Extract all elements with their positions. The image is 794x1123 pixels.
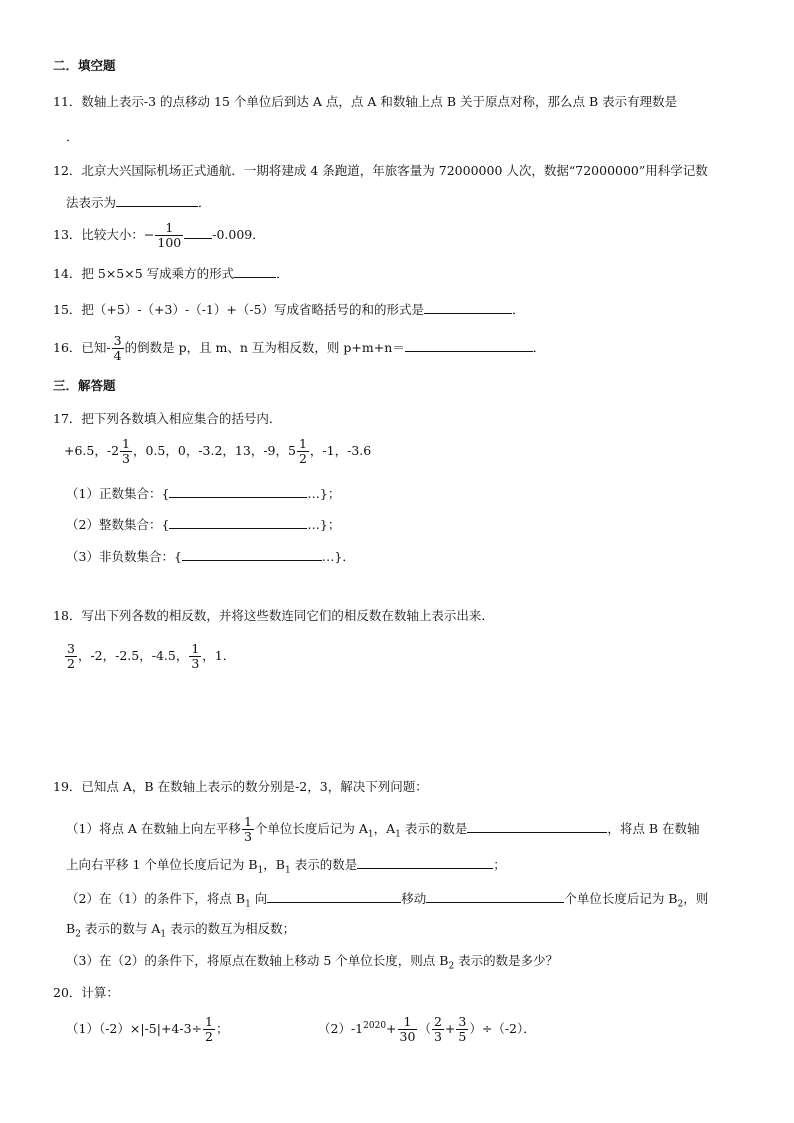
plus-sign: + [444, 1021, 456, 1036]
expr1-text: （1）（-2）×|-5|+4-3÷ [66, 1021, 203, 1036]
fraction-denominator: 100 [157, 235, 182, 250]
question-17-stem: 17．把下列各数填入相应集合的括号内． [53, 411, 282, 426]
question-19-part2-line1 [66, 889, 708, 913]
question-11-line1: 11．数轴上表示-3 的点移动 15 个单位后到达 A 点，点 A 和数轴上点 B 关于原点对称，那么点 B 表示有理数是 [53, 94, 678, 109]
fraction-denominator: 4 [113, 348, 122, 363]
question-19-part2-line2 [66, 921, 295, 943]
fraction-3-5 [456, 1015, 468, 1044]
question-19-part1-line2 [66, 855, 506, 879]
question-13-sign: − [143, 227, 155, 242]
set-nonnegative-blank[interactable] [182, 547, 322, 561]
answer-blank-units[interactable] [426, 889, 564, 903]
question-19-part1-line1 [66, 815, 700, 844]
section-title-answer: 三．解答题 [53, 378, 116, 393]
part3-end: 表示的数是多少？ [454, 953, 559, 968]
fraction-numerator: 1 [243, 814, 252, 829]
fraction-numerator: 1 [122, 436, 130, 451]
part2-text: 向 [250, 891, 268, 906]
part2-text: 移动 [401, 891, 427, 906]
subscript: 1 [367, 829, 374, 840]
set-nonnegative-label: （3）非负数集合：{ [66, 549, 182, 564]
subscript: 2 [75, 929, 81, 940]
set-positive-end: …}； [307, 486, 341, 501]
answer-blank-15[interactable] [424, 300, 512, 314]
fraction-numerator: 3 [458, 1014, 467, 1029]
numbers-part-c: ，-1，-3.6 [309, 443, 372, 458]
numbers-part-a: +6.5，-2 [64, 443, 120, 458]
answer-blank-13[interactable] [184, 225, 212, 239]
part2-text: （2）在（1）的条件下，将点 B [66, 891, 246, 906]
plus-sign: + [386, 1021, 397, 1036]
fraction-numerator: 2 [433, 1014, 442, 1029]
part2-line2-text: 表示的数与 A [80, 921, 161, 936]
fraction-numerator: 1 [298, 436, 307, 451]
fraction-numerator: 1 [205, 1014, 213, 1029]
part1-text: 个单位长度后记为 A [254, 821, 368, 836]
fraction-1-2 [297, 437, 309, 466]
set-integer-label: （2）整数集合：{ [66, 517, 170, 532]
fraction-denominator: 3 [243, 829, 252, 844]
answer-blank-b1[interactable] [357, 855, 493, 869]
answer-blank-12[interactable] [116, 193, 198, 207]
question-15 [53, 300, 525, 318]
question-13-suffix: -0.009． [212, 227, 265, 242]
question-12-suffix: ． [198, 195, 211, 210]
open-paren: （ [418, 1021, 431, 1036]
fraction-denominator: 3 [191, 656, 200, 671]
fraction-numerator: 1 [191, 641, 200, 656]
answer-blank-14[interactable] [234, 264, 276, 278]
fraction-1-2 [203, 1015, 215, 1044]
question-14-text: 14．把 5×5×5 写成乘方的形式 [53, 266, 235, 281]
fraction-3-4 [112, 334, 124, 363]
question-14-suffix: ． [276, 266, 289, 281]
question-18-stem: 18．写出下列各数的相反数，并将这些数连同它们的相反数在数轴上表示出来． [53, 608, 494, 623]
fraction-3-2 [65, 642, 77, 671]
subscript: 1 [284, 865, 291, 876]
fraction-denominator: 5 [458, 1029, 467, 1044]
numbers-end: ，1． [202, 648, 236, 663]
answer-blank-a1[interactable] [467, 819, 607, 833]
fraction-2-3 [432, 1015, 444, 1044]
part1-line2-text: 表示的数是 [290, 857, 358, 872]
question-16 [53, 334, 545, 363]
set-integer-blank[interactable] [169, 515, 307, 529]
subscript: 1 [395, 829, 401, 840]
question-11-line2: ． [66, 129, 79, 144]
fraction-1-3 [242, 815, 254, 844]
question-20-stem: 20．计算： [53, 985, 119, 1000]
subscript: 1 [160, 929, 167, 940]
fraction-denominator: 2 [298, 451, 307, 466]
set-positive [66, 484, 340, 502]
set-nonnegative [66, 547, 355, 565]
set-nonnegative-end: …}． [321, 549, 355, 564]
fraction-denominator: 2 [205, 1029, 213, 1044]
part2-text: 个单位长度后记为 B [564, 891, 678, 906]
fraction-denominator: 3 [122, 451, 130, 466]
question-12-line1: 12．北京大兴国际机场正式通航．一期将建成 4 条跑道，年旅客量为 72000000 人次，数据“72000000”用科学记数 [53, 163, 708, 178]
part1-line2-text: 上向右平移 1 个单位长度后记为 B [66, 857, 258, 872]
set-positive-label: （1）正数集合：{ [66, 486, 170, 501]
subscript: 1 [245, 899, 251, 910]
fraction-numerator: 1 [398, 1015, 418, 1030]
fraction-numerator: 3 [113, 333, 122, 348]
set-integer [66, 515, 340, 533]
question-17-numbers [64, 437, 371, 466]
question-16-middle: 的倒数是 p，且 m、n 互为相反数，则 p+m+n＝ [124, 340, 405, 355]
fraction-1-3 [120, 437, 132, 466]
question-13-prefix: 13．比较大小： [53, 227, 144, 242]
part3-text: （3）在（2）的条件下，将原点在数轴上移动 5 个单位长度，则点 B [66, 953, 449, 968]
part2-line2-end: 表示的数互为相反数； [166, 921, 296, 936]
question-15-text: 15．把（+5）-（+3）-（-1）+（-5）写成省略括号的和的形式是 [53, 302, 425, 317]
question-15-suffix: ． [512, 302, 525, 317]
fraction-numerator: 3 [67, 641, 75, 656]
question-18-numbers [64, 642, 235, 671]
subscript: 1 [257, 865, 264, 876]
part2-line2-text: B [66, 921, 76, 936]
question-20-expr2 [318, 1015, 536, 1044]
question-16-suffix: ． [532, 340, 546, 355]
fraction-denominator: 30 [399, 1029, 416, 1044]
answer-blank-direction[interactable] [267, 889, 401, 903]
question-12-line2 [66, 193, 211, 211]
fraction-numerator: 1 [155, 221, 183, 236]
part2-end: ，则 [683, 891, 709, 906]
question-16-prefix: 16．已知- [53, 340, 111, 355]
question-12-prefix: 法表示为 [66, 195, 117, 210]
fraction-denominator: 2 [67, 656, 75, 671]
subscript: 2 [448, 961, 455, 972]
expr2-text: （2）-1 [318, 1021, 364, 1036]
fraction-1-3 [189, 642, 201, 671]
part1-line2-end: ； [493, 857, 506, 872]
set-positive-blank[interactable] [169, 484, 307, 498]
part1-prefix: （1）将点 A 在数轴上向左平移 [66, 821, 241, 836]
question-20-expr1 [66, 1015, 229, 1044]
answer-blank-16[interactable] [405, 338, 533, 352]
question-14 [53, 264, 289, 282]
expr1-end: ； [215, 1021, 229, 1036]
numbers-middle: ，-2，-2.5，-4.5， [77, 648, 189, 663]
fraction-denominator: 3 [433, 1029, 442, 1044]
question-19-part3 [66, 953, 558, 975]
part1-line2-text: ，B [263, 857, 285, 872]
fraction-1-100 [155, 221, 183, 250]
numbers-part-b: ，0.5，0，-3.2，13，-9，5 [132, 443, 296, 458]
part1-text: 表示的数是 [400, 821, 468, 836]
fraction-1-30 [398, 1015, 418, 1044]
set-integer-end: …}； [307, 517, 341, 532]
question-19-stem: 19．已知点 A，B 在数轴上表示的数分别是-2，3，解决下列问题： [53, 779, 428, 794]
expr2-end: ）÷（-2）． [469, 1021, 536, 1036]
question-13 [53, 221, 265, 250]
exponent: 2020 [363, 1020, 387, 1031]
part1-text: ，A [373, 821, 396, 836]
subscript: 2 [677, 899, 684, 910]
part1-end: ，将点 B 在数轴 [607, 821, 700, 836]
section-title-fill-in: 二．填空题 [53, 58, 116, 73]
